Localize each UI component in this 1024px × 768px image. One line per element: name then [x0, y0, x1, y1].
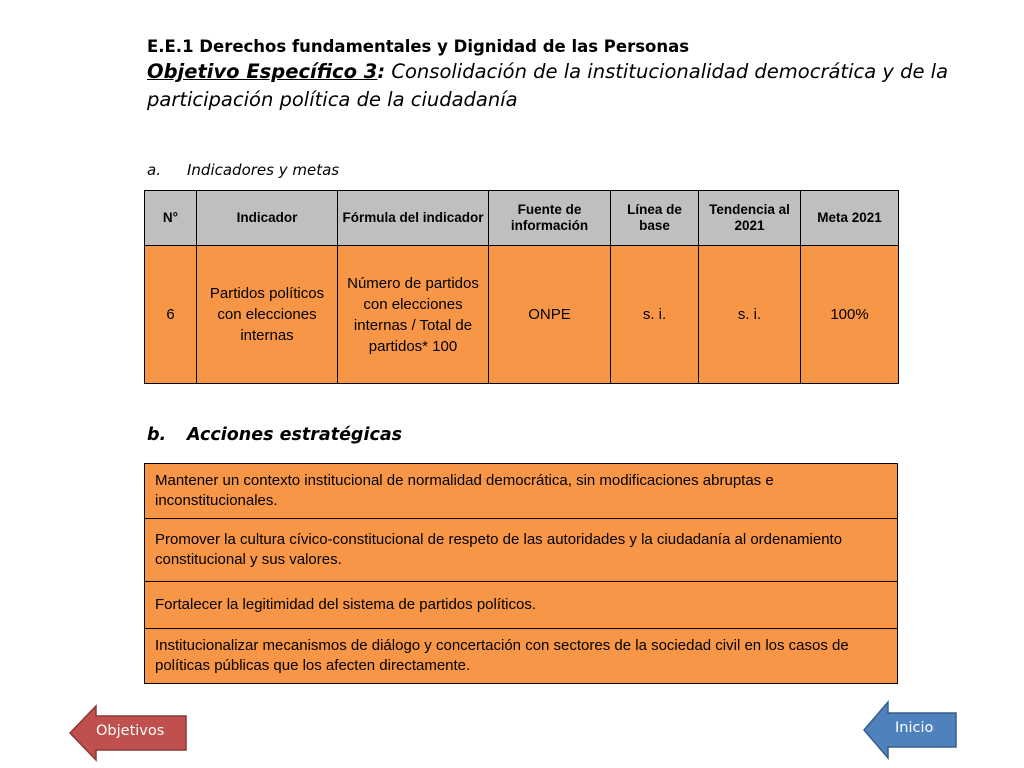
section-b-letter: b.: [147, 425, 167, 445]
cell-trend-2021: s. i.: [699, 246, 801, 384]
slide-heading: [147, 36, 987, 114]
action-3: Fortalecer la legitimidad del sistema de partidos políticos.: [145, 582, 898, 629]
header-indicator: Indicador: [197, 191, 338, 246]
cell-baseline: s. i.: [611, 246, 699, 384]
header-number: N°: [145, 191, 197, 246]
list-item: [145, 519, 898, 582]
header-goal-2021: Meta 2021: [801, 191, 899, 246]
back-button-label: Objetivos: [96, 723, 165, 739]
section-a-title: Indicadores y metas: [187, 161, 340, 179]
home-button-label: Inicio: [895, 720, 934, 736]
header-trend-2021: Tendencia al 2021: [699, 191, 801, 246]
strategic-axis-title: E.E.1 Derechos fundamentales y Dignidad de las Personas: [147, 37, 690, 56]
list-item: [145, 629, 898, 684]
list-item: [145, 582, 898, 629]
list-item: [145, 464, 898, 519]
section-b-title: Acciones estratégicas: [187, 425, 403, 445]
action-4: Institucionalizar mecanismos de diálogo y concertación con sectores de la sociedad civil en los casos de políticas públicas que los afecten directamente.: [145, 629, 898, 684]
section-b-heading: [147, 425, 402, 445]
indicators-table: [144, 190, 899, 384]
action-2: Promover la cultura cívico-constitucional de respeto de las autoridades y la ciudadanía al ordenamiento constitucional y sus valores.: [145, 519, 898, 582]
header-source: Fuente de información: [489, 191, 611, 246]
cell-formula: Número de partidos con elecciones internas / Total de partidos* 100: [338, 246, 489, 384]
indicators-header-row: [145, 191, 899, 246]
cell-indicator: Partidos políticos con elecciones internas: [197, 246, 338, 384]
home-button[interactable]: [862, 700, 958, 760]
header-formula: Fórmula del indicador: [338, 191, 489, 246]
header-baseline: Línea de base: [611, 191, 699, 246]
specific-objective: [147, 58, 987, 114]
objective-label: Objetivo Específico 3: [147, 60, 378, 83]
cell-source: ONPE: [489, 246, 611, 384]
objective-colon: :: [377, 60, 386, 83]
back-to-objectives-button[interactable]: [68, 704, 188, 762]
strategic-actions-table: [144, 463, 898, 684]
section-a-heading: [147, 161, 339, 179]
cell-number: 6: [145, 246, 197, 384]
table-row: [145, 246, 899, 384]
section-a-letter: a.: [147, 161, 161, 179]
objective-text: Consolidación de la institucionalidad democrática y de la participación política de la ciudadanía: [147, 60, 949, 111]
cell-goal-2021: 100%: [801, 246, 899, 384]
action-1: Mantener un contexto institucional de normalidad democrática, sin modificaciones abruptas e inconstitucionales.: [145, 464, 898, 519]
